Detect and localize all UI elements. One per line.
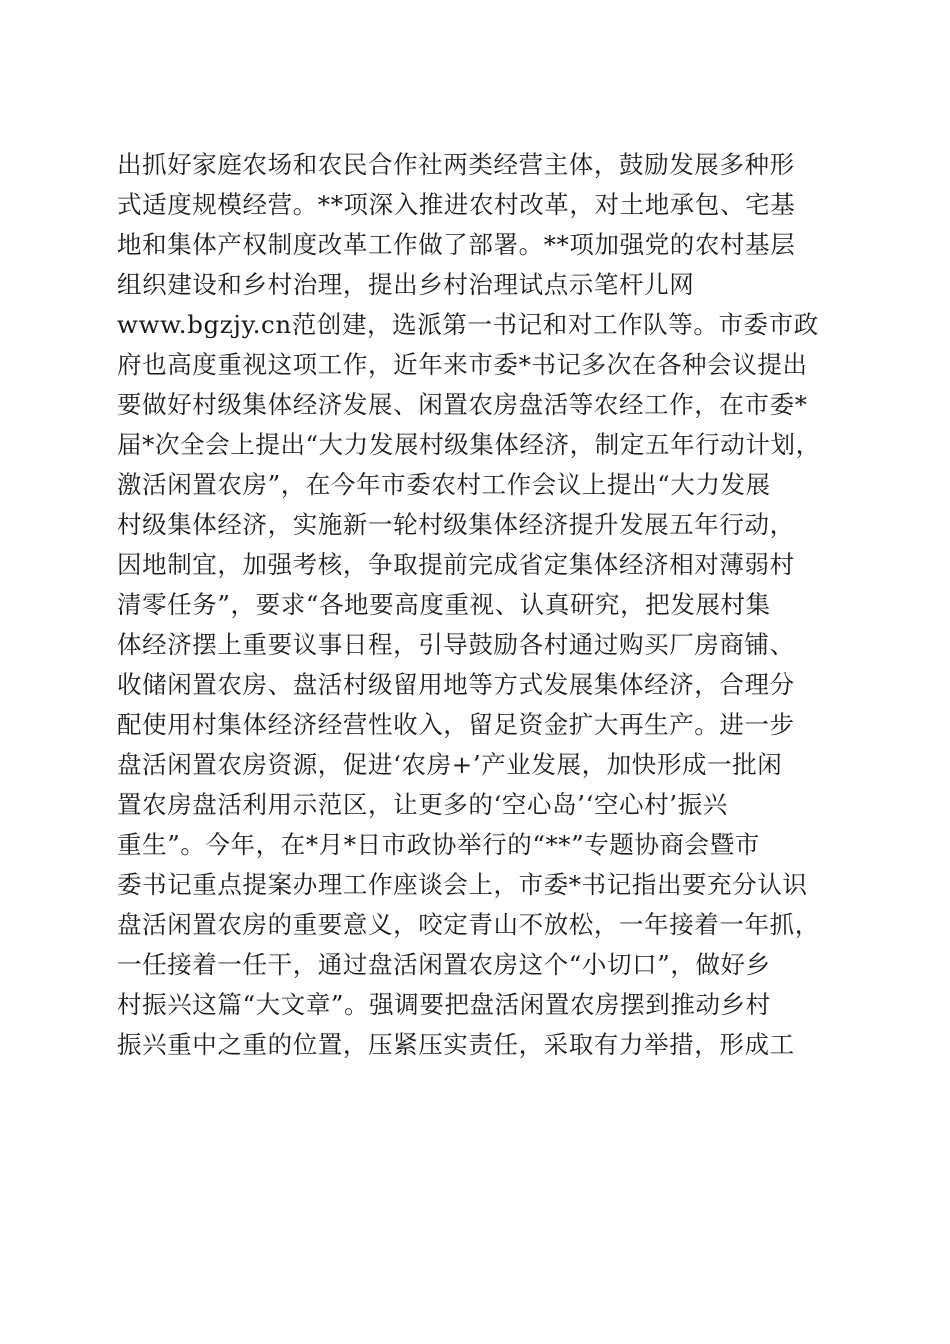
text-line: 盘活闲置农房的重要意义，咬定青山不放松，一年接着一年抓， — [117, 910, 820, 939]
text-line: 届*次全会上提出“大力发展村级集体经济，制定五年行动计划， — [117, 430, 821, 459]
text-line: 体经济摆上重要议事日程，引导鼓励各村通过购买厂房商铺、 — [117, 630, 795, 659]
text-line: 振兴重中之重的位置，压紧压实责任，采取有力举措，形成工 — [117, 1030, 795, 1059]
text-line: 收储闲置农房、盘活村级留用地等方式发展集体经济，合理分 — [117, 670, 795, 699]
text-line: 出抓好家庭农场和农民合作社两类经营主体，鼓励发展多种形 — [117, 150, 795, 179]
text-line: 激活闲置农房”，在今年市委农村工作会议上提出“大力发展 — [117, 470, 771, 499]
text-line: 清零任务”，要求“各地要高度重视、认真研究，把发展村集 — [117, 590, 771, 619]
text-line: 重生”。今年，在*月*日市政协举行的“**”专题协商会暨市 — [117, 830, 760, 859]
text-line: 地和集体产权制度改革工作做了部署。**项加强党的农村基层 — [117, 230, 796, 259]
text-line: 盘活闲置农房资源，促进‘农房+’产业发展，加快形成一批闲 — [117, 750, 783, 779]
text-line: 府也高度重视这项工作，近年来市委*书记多次在各种会议提出 — [117, 350, 808, 379]
text-line: 委书记重点提案办理工作座谈会上，市委*书记指出要充分认识 — [117, 870, 808, 899]
text-line: 村振兴这篇“大文章”。强调要把盘活闲置农房摆到推动乡村 — [117, 990, 771, 1019]
text-line: 置农房盘活利用示范区，让更多的‘空心岛’‘空心村’振兴 — [117, 790, 728, 819]
text-line: 村级集体经济，实施新一轮村级集体经济提升发展五年行动， — [117, 510, 795, 539]
text-line: 要做好村级集体经济发展、闲置农房盘活等农经工作，在市委* — [117, 390, 808, 419]
text-line: www.bgzjy.cn范创建，选派第一书记和对工作队等。市委市政 — [117, 310, 819, 339]
text-line: 组织建设和乡村治理，提出乡村治理试点示笔杆儿网 — [117, 270, 695, 299]
text-line: 因地制宜，加强考核，争取提前完成省定集体经济相对薄弱村 — [117, 550, 795, 579]
text-line: 配使用村集体经济经营性收入，留足资金扩大再生产。进一步 — [117, 710, 795, 739]
text-line: 一任接着一任干，通过盘活闲置农房这个“小切口”，做好乡 — [117, 950, 771, 979]
text-line: 式适度规模经营。**项深入推进农村改革，对土地承包、宅基 — [117, 190, 796, 219]
